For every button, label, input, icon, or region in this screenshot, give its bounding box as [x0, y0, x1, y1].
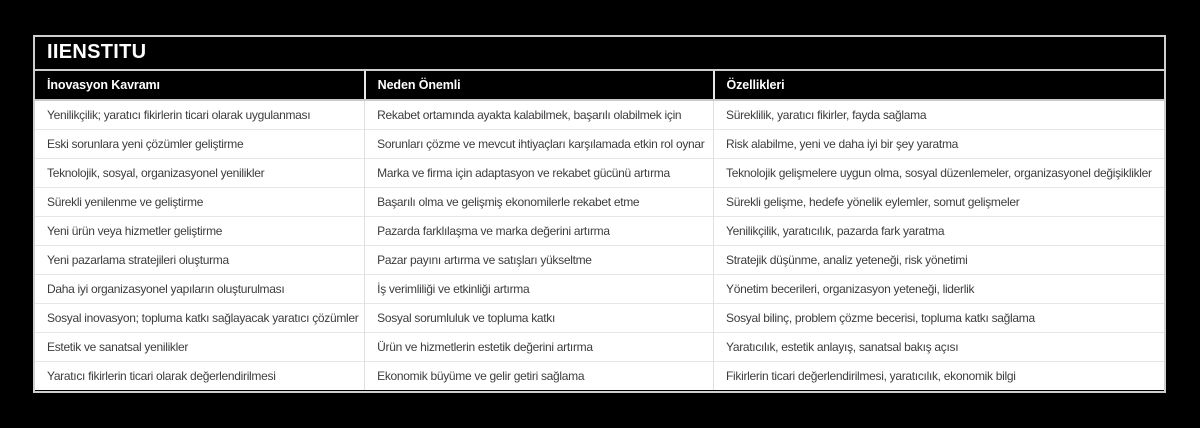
table-cell: Pazar payını artırma ve satışları yükseltme: [365, 245, 714, 274]
table-cell: Sorunları çözme ve mevcut ihtiyaçları karşılamada etkin rol oynar: [365, 129, 714, 158]
table-row: [35, 274, 1164, 303]
table-cell: Ürün ve hizmetlerin estetik değerini artırma: [365, 332, 714, 361]
table-cell: Pazarda farklılaşma ve marka değerini artırma: [365, 216, 714, 245]
table-cell: İş verimliliği ve etkinliği artırma: [365, 274, 714, 303]
table-cell: Marka ve firma için adaptasyon ve rekabet gücünü artırma: [365, 158, 714, 187]
table-body: [35, 100, 1164, 390]
table-cell: Estetik ve sanatsal yenilikler: [35, 332, 365, 361]
table-cell: Sürekli yenilenme ve geliştirme: [35, 187, 365, 216]
table-cell: Ekonomik büyüme ve gelir getiri sağlama: [365, 361, 714, 390]
table-cell: Sosyal inovasyon; topluma katkı sağlayacak yaratıcı çözümler: [35, 303, 365, 332]
table-row: [35, 216, 1164, 245]
table-cell: Yaratıcı fikirlerin ticari olarak değerlendirilmesi: [35, 361, 365, 390]
table-row: [35, 245, 1164, 274]
table-cell: Yaratıcılık, estetik anlayış, sanatsal bakış açısı: [714, 332, 1164, 361]
table-cell: Süreklilik, yaratıcı fikirler, fayda sağlama: [714, 100, 1164, 129]
table-row: [35, 129, 1164, 158]
table-cell: Sosyal sorumluluk ve topluma katkı: [365, 303, 714, 332]
table-cell: Daha iyi organizasyonel yapıların oluşturulması: [35, 274, 365, 303]
column-header-inovasyon-kavrami: İnovasyon Kavramı: [35, 71, 365, 100]
column-header-ozellikleri: Özellikleri: [714, 71, 1164, 100]
table-cell: Yeni pazarlama stratejileri oluşturma: [35, 245, 365, 274]
table-cell: Yönetim becerileri, organizasyon yeteneği, liderlik: [714, 274, 1164, 303]
table-cell: Yeni ürün veya hizmetler geliştirme: [35, 216, 365, 245]
table-cell: Teknolojik, sosyal, organizasyonel yenilikler: [35, 158, 365, 187]
table-row: [35, 187, 1164, 216]
column-header-neden-onemli: Neden Önemli: [365, 71, 714, 100]
table-row: [35, 100, 1164, 129]
table-row: [35, 332, 1164, 361]
table-cell: Rekabet ortamında ayakta kalabilmek, başarılı olabilmek için: [365, 100, 714, 129]
table-cell: Sosyal bilinç, problem çözme becerisi, topluma katkı sağlama: [714, 303, 1164, 332]
card-title: IIENSTITU: [35, 37, 1164, 71]
table-cell: Stratejik düşünme, analiz yeteneği, risk yönetimi: [714, 245, 1164, 274]
table-cell: Başarılı olma ve gelişmiş ekonomilerle rekabet etme: [365, 187, 714, 216]
table-cell: Risk alabilme, yeni ve daha iyi bir şey yaratma: [714, 129, 1164, 158]
table-cell: Yenilikçilik; yaratıcı fikirlerin ticari olarak uygulanması: [35, 100, 365, 129]
table-cell: Sürekli gelişme, hedefe yönelik eylemler, somut gelişmeler: [714, 187, 1164, 216]
table-header: [35, 71, 1164, 100]
table-cell: Yenilikçilik, yaratıcılık, pazarda fark yaratma: [714, 216, 1164, 245]
table-cell: Eski sorunlara yeni çözümler geliştirme: [35, 129, 365, 158]
table-cell: Teknolojik gelişmelere uygun olma, sosyal düzenlemeler, organizasyonel değişiklikler: [714, 158, 1164, 187]
innovation-table: [35, 71, 1164, 390]
innovation-table-card: [33, 35, 1166, 393]
table-row: [35, 361, 1164, 390]
table-row: [35, 303, 1164, 332]
table-row: [35, 158, 1164, 187]
table-header-row: [35, 71, 1164, 100]
table-cell: Fikirlerin ticari değerlendirilmesi, yaratıcılık, ekonomik bilgi: [714, 361, 1164, 390]
